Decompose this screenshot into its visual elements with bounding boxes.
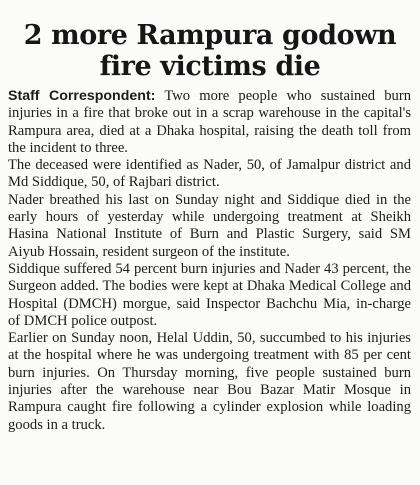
paragraph-2: The deceased were identified as Nader, 50, of Jamalpur district and Md Siddique, 50, of Rajbari district. [8, 157, 411, 191]
headline [0, 0, 420, 82]
headline-line-1: 2 more Rampura godown [23, 20, 397, 51]
byline: Staff Correspondent: [8, 88, 156, 104]
paragraph-1-text: Two more people who sustained burn injuries in a fire that broke out in a scrap warehouse in the capital's Rampura area, died at a Dhaka hospital, raising the death toll from the incident to three. [8, 88, 412, 156]
paragraph-5: Earlier on Sunday noon, Helal Uddin, 50, succumbed to his injuries at the hospital where he was undergoing treatment with 85 per cent burn injuries. On Thursday morning, five people sustained burn injuries after the warehouse near Bou Bazar Matir Mosque in Rampura caught fire following a cylinder explosion while loading goods in a truck. [8, 330, 411, 433]
paragraph-1 [8, 88, 411, 157]
paragraph-3: Nader breathed his last on Sunday night and Siddique died in the early hours of yesterday while undergoing treatment at Sheikh Hasina National Institute of Burn and Plastic Surgery, said SM Aiyub Hossain, resident surgeon of the institute. [8, 191, 411, 260]
paragraph-4: Siddique suffered 54 percent burn injuries and Nader 43 percent, the Surgeon added. The bodies were kept at Dhaka Medical College and Hospital (DMCH) morgue, said Inspector Bachchu Mia, in-charge of DMCH police outpost. [8, 260, 411, 329]
article-body [8, 88, 411, 434]
headline-line-2: fire victims die [99, 51, 321, 82]
